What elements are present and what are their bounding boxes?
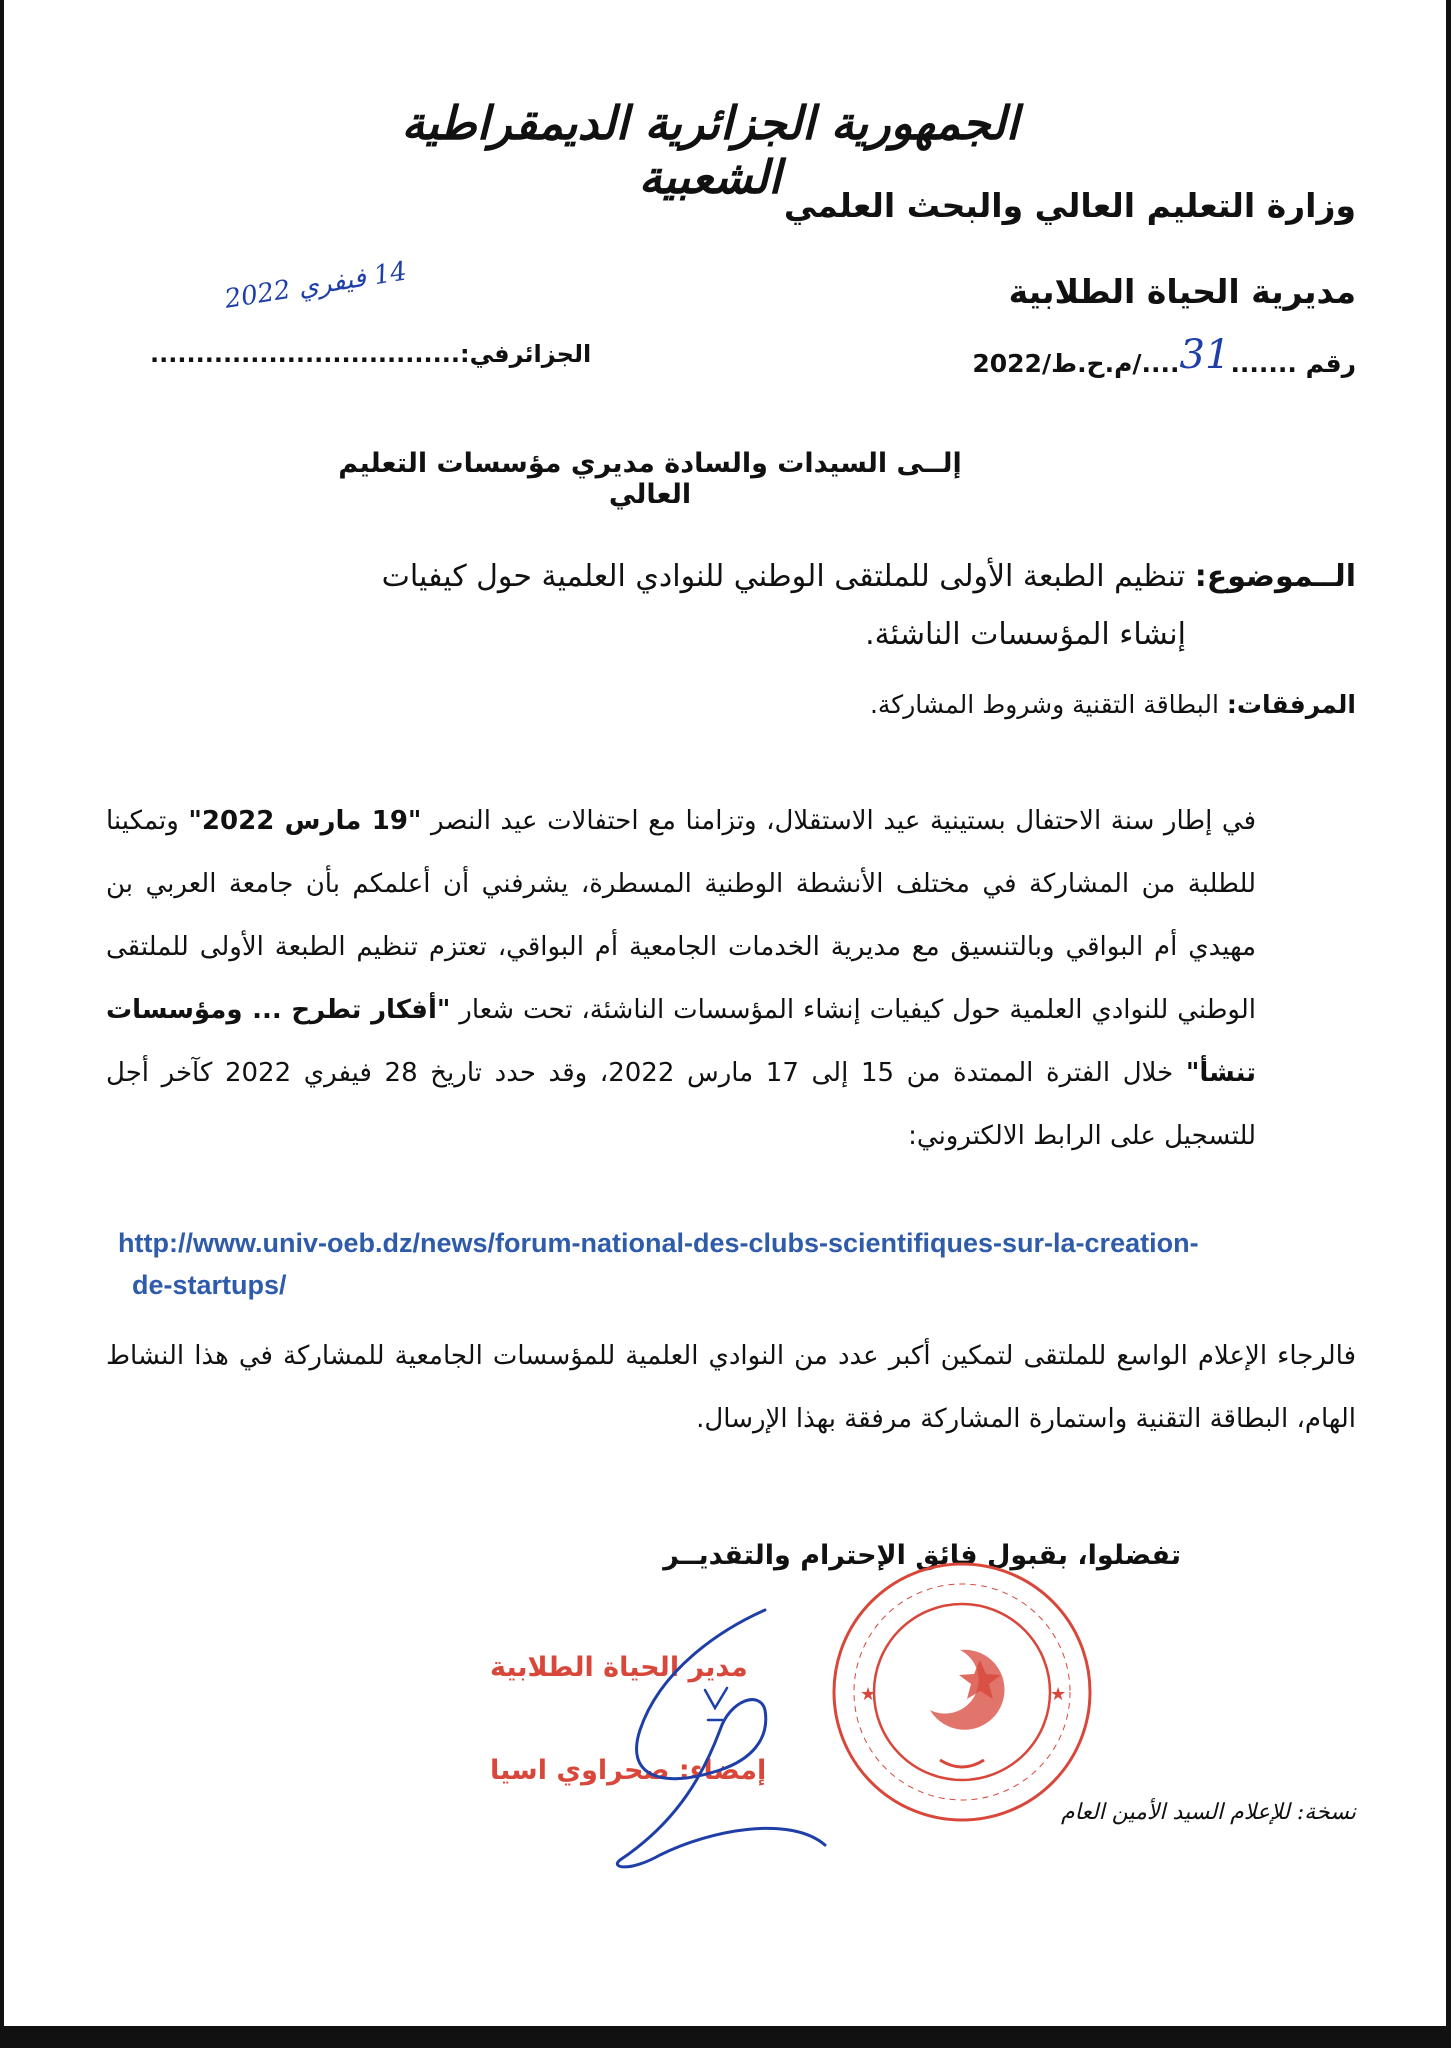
body-text-date-bold: "19 مارس 2022"	[188, 806, 422, 836]
signature-icon	[600, 1590, 840, 1880]
body-paragraph-text	[106, 790, 1356, 1168]
closing-paragraph: فالرجاء الإعلام الواسع للملتقى لتمكين أكبر عدد من النوادي العلمية للمؤسسات الجامعية للمشاركة في هذا النشاط الهام، البطاقة التقنية واستمارة المشاركة مرفقة بهذا الإرسال.	[106, 1341, 1356, 1434]
reference-handwritten-number: 31	[1179, 332, 1231, 378]
republic-heading: الجمهورية الجزائرية الديمقراطية الشعبية	[401, 96, 1019, 204]
place-date-line: الجزائرفي:..................................	[150, 340, 592, 368]
body-paragraph	[106, 790, 1356, 1168]
copy-note: نسخة: للإعلام السيد الأمين العام	[1060, 1800, 1356, 1825]
stamp-name: إمضاء: صحراوي اسيا	[490, 1755, 767, 1786]
subject-text-2: إنشاء المؤسسات الناشئة.	[865, 617, 1186, 652]
body-text-slogan-bold: "أفكار تطرح ... ومؤسسات تنشأ"	[106, 995, 1256, 1088]
body-text-e: خلال الفترة الممتدة من 15 إلى 17 مارس 2022، وقد حدد تاريخ 28 فيفري 2022 كآخر أجل للتسجيل على الرابط الالكتروني:	[106, 1058, 1256, 1151]
reference-suffix: ..../م.ح.ط/2022	[972, 349, 1180, 378]
handwritten-date: 14 فيفري 2022	[222, 256, 410, 315]
link-line-1[interactable]: http://www.univ-oeb.dz/news/forum-national-des-clubs-scientifiques-sur-la-creation-	[118, 1228, 1199, 1258]
closing-salutation: تفضلوا، بقبول فائق الإحترام والتقديــر	[663, 1540, 1181, 1571]
scan-border-right	[1446, 0, 1451, 2048]
svg-text:★: ★	[1050, 1684, 1067, 1705]
link-line-2[interactable]: de-startups/	[132, 1270, 287, 1300]
subject-block	[126, 548, 1356, 664]
scan-border-left	[0, 0, 4, 2048]
reference-prefix: رقم .......	[1230, 349, 1356, 378]
official-seal-icon	[830, 1560, 1094, 1824]
subject-text-1: تنظيم الطبعة الأولى للملتقى الوطني للنوادي العلمية حول كيفيات	[381, 559, 1186, 594]
svg-text:★: ★	[860, 1684, 877, 1705]
registration-link[interactable]	[118, 1222, 1358, 1306]
reference-number	[972, 332, 1356, 382]
stamp-title: مدير الحياة الطلابية	[490, 1652, 748, 1683]
subject-line-1	[126, 548, 1356, 606]
addressee: إلــى السيدات والسادة مديري مؤسسات التعليم العالي	[338, 448, 962, 510]
attachments-text: البطاقة التقنية وشروط المشاركة.	[869, 690, 1219, 719]
attachments-line	[870, 690, 1356, 719]
directorate-name: مديرية الحياة الطلابية	[1008, 272, 1356, 311]
body-text-c: وتمكينا للطلبة من المشاركة في مختلف الأنشطة الوطنية المسطرة، يشرفني أن أعلمكم بأن جامعة العربي بن مهيدي أم البواقي وبالتنسيق مع مديرية الخدمات الجامعية أم البواقي، تعتزم تنظيم الطبعة الأولى للملتقى الوطني للنوادي العلمية حول كيفيات إنشاء المؤسسات الناشئة، تحت شعار	[106, 806, 1256, 1025]
attachments-label: المرفقات:	[1226, 690, 1356, 719]
subject-label: الــموضوع:	[1194, 559, 1356, 594]
ministry-name: وزارة التعليم العالي والبحث العلمي	[783, 186, 1356, 225]
scan-border-bottom	[0, 2026, 1451, 2048]
body-text-a: في إطار سنة الاحتفال بستينية عيد الاستقلال، وتزامنا مع احتفالات عيد النصر	[431, 806, 1256, 836]
